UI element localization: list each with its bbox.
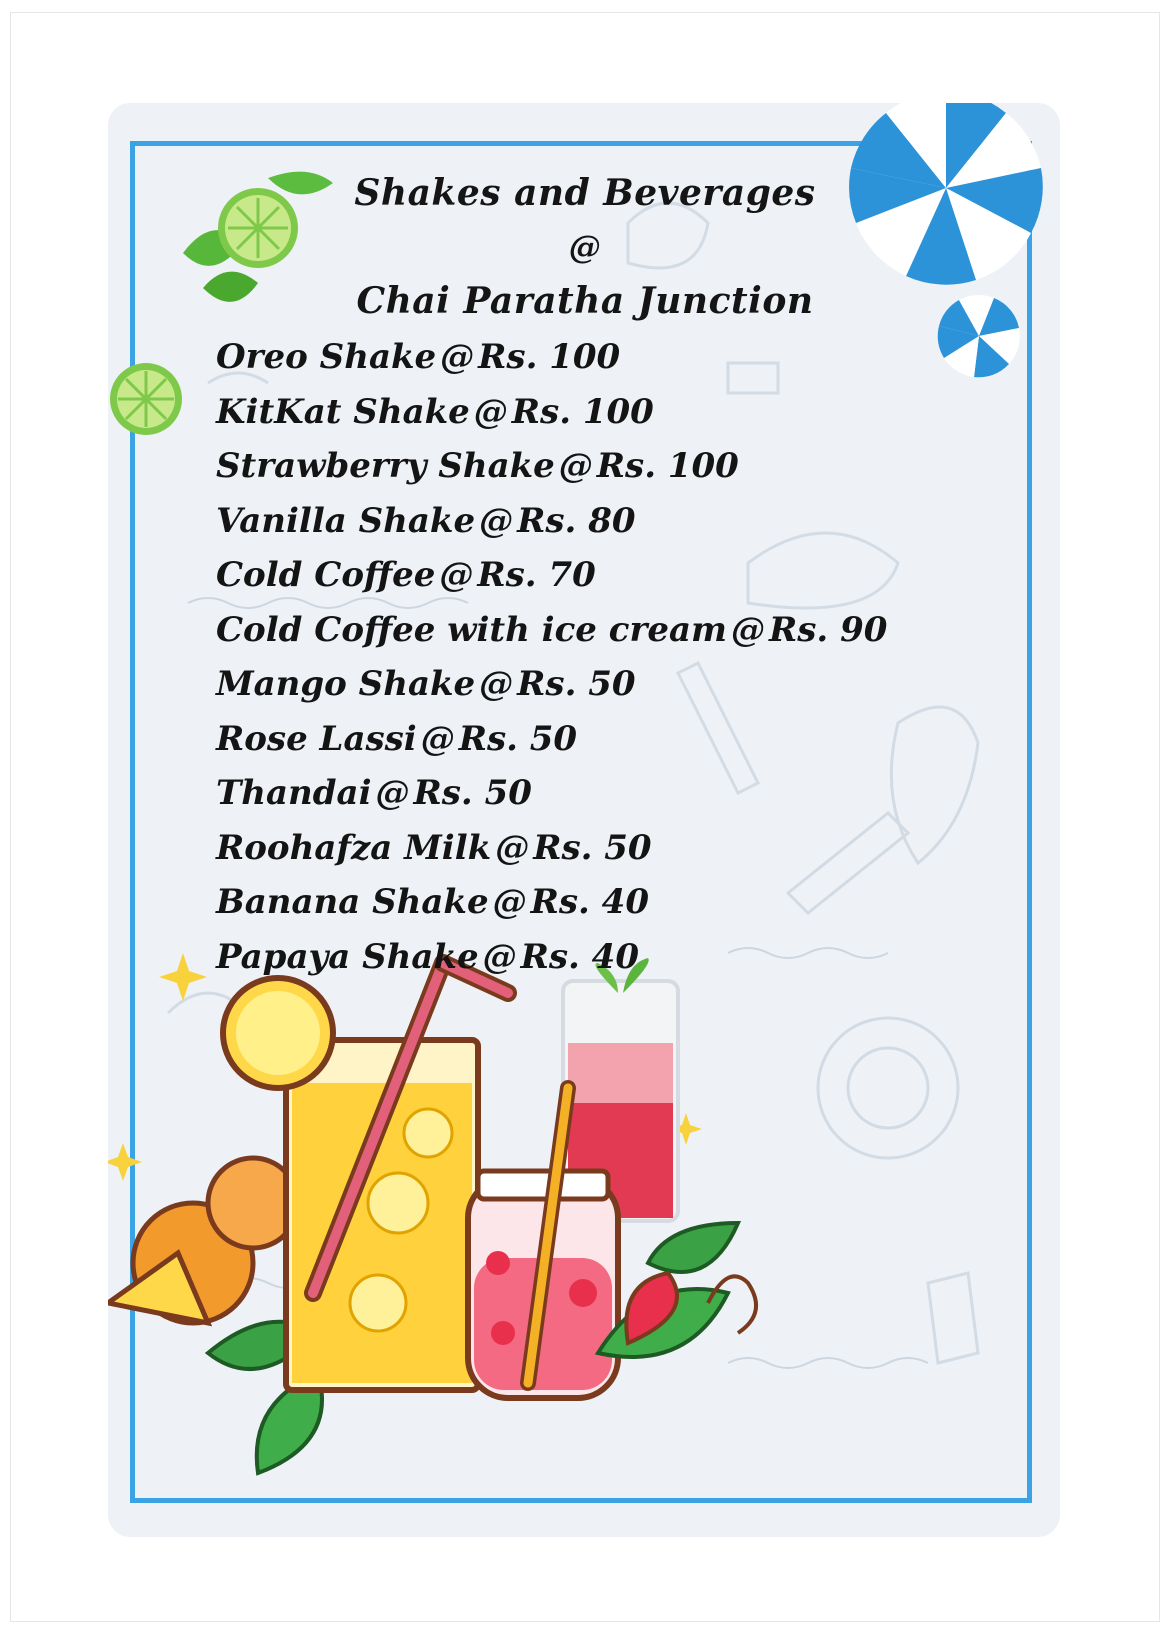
menu-title: Shakes and Beverages	[354, 172, 816, 214]
title-at-symbol: @	[568, 228, 602, 266]
sparkle-icon	[159, 953, 207, 1001]
menu-item: Banana Shake @ Rs. 40	[216, 882, 649, 922]
menu-item: Papaya Shake @ Rs. 40	[216, 936, 639, 977]
menu-item: KitKat Shake @ Rs. 100	[216, 391, 654, 432]
menu-item: Thandai @ Rs. 50	[216, 773, 532, 813]
menu-item: Cold Coffee with ice cream @ Rs. 90	[216, 609, 888, 650]
menu-item: Oreo Shake @ Rs. 100	[216, 337, 621, 377]
menu-item: Vanilla Shake @ Rs. 80	[216, 500, 636, 541]
lime-slice-icon	[108, 361, 188, 441]
menu-item: Mango Shake @ Rs. 50	[216, 664, 636, 704]
orange-fruit-icon	[108, 1158, 298, 1323]
menu-item: Roohafza Milk @ Rs. 50	[216, 827, 652, 868]
menu-list	[216, 330, 887, 984]
menu-item: Strawberry Shake @ Rs. 100	[216, 446, 739, 486]
drinks-illustration	[108, 953, 1060, 1537]
restaurant-name: Chai Paratha Junction	[356, 280, 814, 322]
menu-item: Rose Lassi @ Rs. 50	[216, 718, 578, 759]
menu-item: Cold Coffee @ Rs. 70	[216, 555, 596, 595]
